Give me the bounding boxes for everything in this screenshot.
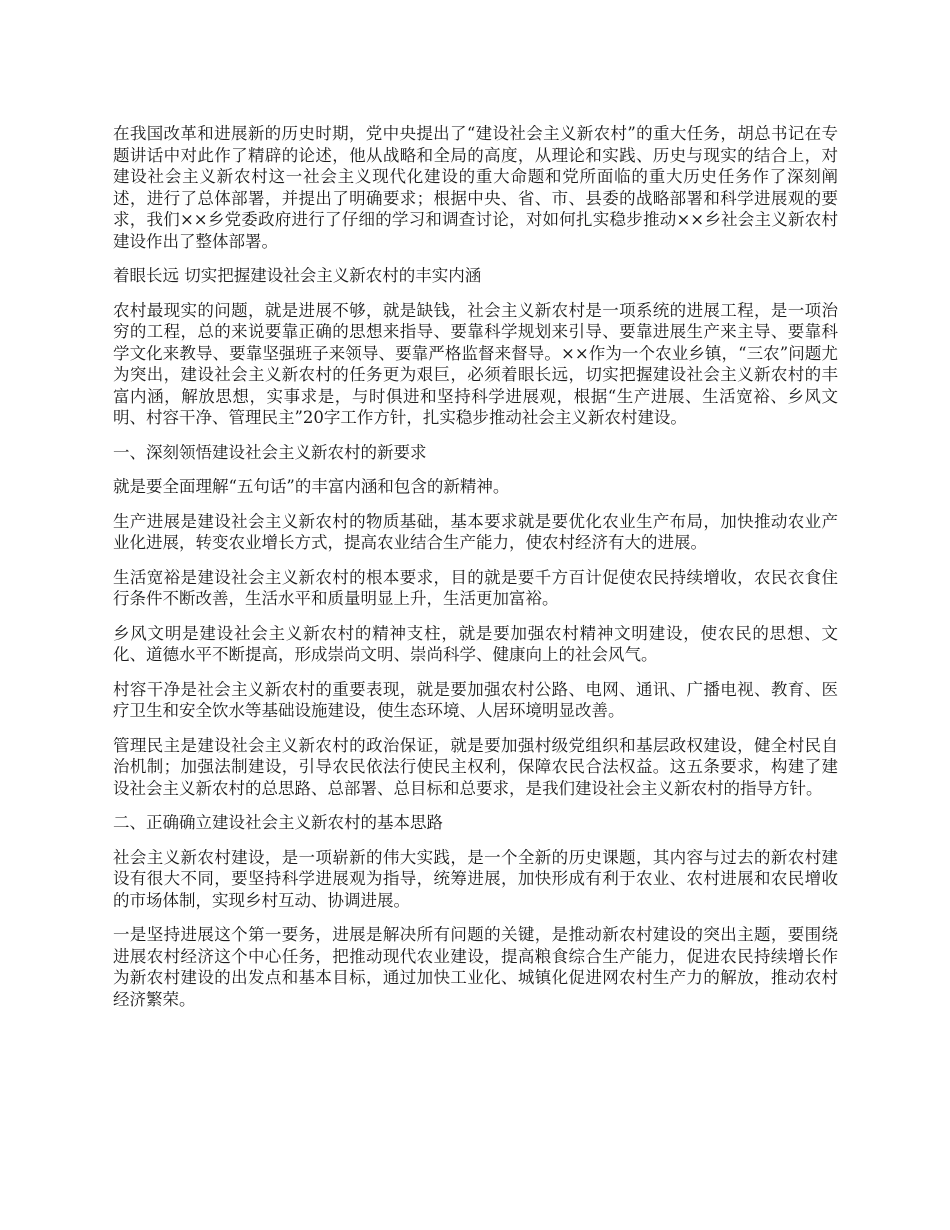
paragraph-new-practice: 社会主义新农村建设，是一项崭新的伟大实践，是一个全新的历史课题，其内容与过去的新农村建设有很大不同，要坚持科学进展观为指导，统筹进展，加快形成有利于农业、农村进展和农民增收的市场体制，实现乡村互动、协调进展。	[113, 847, 838, 910]
paragraph-five-sentences: 就是要全面理解“五句话”的丰富内涵和包含的新精神。	[113, 477, 510, 496]
paragraph-civility: 乡风文明是建设社会主义新农村的精神支柱，就是要加强农村精神文明建设，使农民的思想、文化、道德水平不断提高，形成崇尚文明、崇尚科学、健康向上的社会风气。	[113, 623, 838, 664]
intro-paragraph: 在我国改革和进展新的历史时期，党中央提出了“建设社会主义新农村”的重大任务，胡总书记在专题讲话中对此作了精辟的论述，他从战略和全局的高度，从理论和实践、历史与现实的结合上，对建设社会主义新农村这一社会主义现代化建设的重大命题和党所面临的重大历史任务作了深刻阐述，进行了总体部署，并提出了明确要求；根据中央、省、市、县委的战略部署和科学进展观的要求，我们××乡党委政府进行了仔细的学习和调查讨论，对如何扎实稳步推动××乡社会主义新农村建设作出了整体部署。	[113, 124, 838, 251]
paragraph-village-appearance: 村容干净是社会主义新农村的重要表现，就是要加强农村公路、电网、通讯、广播电视、教育、医疗卫生和安全饮水等基础设施建设，使生态环境、人居环境明显改善。	[113, 679, 838, 720]
paragraph-production: 生产进展是建设社会主义新农村的物质基础，基本要求就是要优化农业生产布局，加快推动农业产业化进展，转变农业增长方式，提高农业结合生产能力，使农村经济有大的进展。	[113, 511, 838, 552]
paragraph-first-priority: 一是坚持进展这个第一要务，进展是解决所有问题的关键，是推动新农村建设的突出主题，要围绕进展农村经济这个中心任务，把推动现代农业建设，提高粮食综合生产能力，促进农民持续增长作为新农村建设的出发点和基本目标，通过加快工业化、城镇化促进网农村生产力的解放，推动农村经济繁荣。	[113, 925, 838, 1009]
section-heading-one: 一、深刻领悟建设社会主义新农村的新要求	[113, 442, 427, 462]
paragraph-democratic-management: 管理民主是建设社会主义新农村的政治保证，就是要加强村级党组织和基层政权建设，健全村民自治机制；加强法制建设，引导农民依法行使民主权利，保障农民合法权益。这五条要求，构建了建设社会主义新农村的总思路、总部署、总目标和总要求，是我们建设社会主义新农村的指导方针。	[113, 735, 838, 798]
section-heading-two: 二、正确确立建设社会主义新农村的基本思路	[113, 813, 443, 832]
section-heading-focus-long-term: 着眼长远 切实把握建设社会主义新农村的丰实内涵	[113, 266, 482, 285]
paragraph-rural-problems: 农村最现实的问题，就是进展不够，就是缺钱，社会主义新农村是一项系统的进展工程，是一项治穷的工程，总的来说要靠正确的思想来指导、要靠科学规划来引导、要靠进展生产来主导、要靠科学文化来教导、要靠坚强班子来领导、要靠严格监督来督导。××作为一个农业乡镇，“三农”问题尤为突出，建设社会主义新农村的任务更为艰巨，必须着眼长远，切实把握建设社会主义新农村的丰富内涵，解放思想，实事求是，与时俱进和坚持科学进展观，根据“生产进展、生活宽裕、乡风文明、村容干净、管理民主”20字工作方针，扎实稳步推动社会主义新农村建设。	[113, 300, 838, 427]
paragraph-livelihood: 生活宽裕是建设社会主义新农村的根本要求，目的就是要千方百计促使农民持续增收，农民衣食住行条件不断改善，生活水平和质量明显上升，生活更加富裕。	[113, 567, 838, 608]
document-body	[113, 123, 838, 1023]
